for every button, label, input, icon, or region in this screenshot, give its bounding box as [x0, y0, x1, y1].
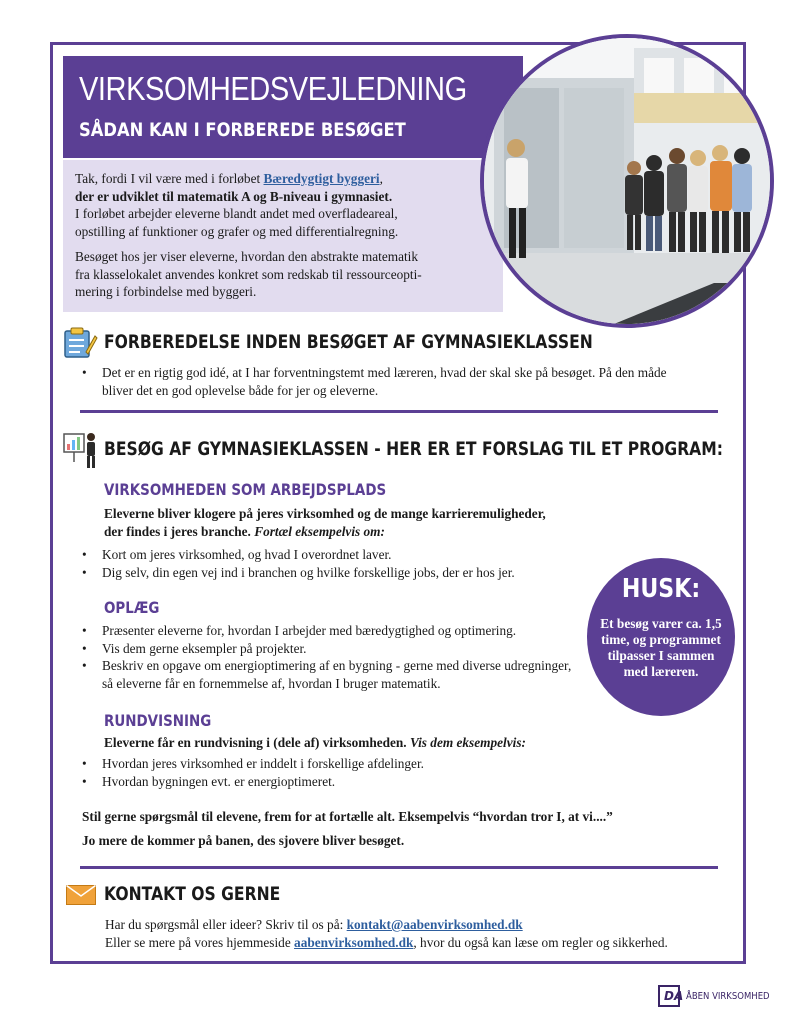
page-subtitle: SÅDAN KAN I FORBEREDE BESØGET — [79, 119, 406, 141]
tour-bullets — [80, 755, 570, 790]
list-item: • Dig selv, din egen vej ind i branchen og hvilke forskellige jobs, der er hos jer. — [80, 564, 570, 582]
envelope-icon — [66, 885, 96, 905]
husk-badge — [587, 558, 735, 716]
talk-bullets — [80, 622, 570, 692]
intro-paragraph-1: Tak, fordi I vil være med i forløbet Bæredygtigt byggeri, der er udviklet til matematik A og B-niveau i gymnasiet. I forløbet arbejder eleverne blandt andet med overfladeareal, opstilling af funktioner og grafer og med differentialregning. — [75, 171, 399, 239]
intro-paragraph-2: Besøget hos jer viser eleverne, hvordan den abstrakte matematik fra klasselokalet anvendes konkret som redskab til ressourceopti- mering i forbindelse med byggeri. — [75, 249, 422, 299]
husk-body: Et besøg varer ca. 1,5 time, og programmet tilpasser I sammen med læreren. — [600, 616, 722, 679]
visit-photo-illustration — [484, 38, 770, 324]
prep-heading: FORBEREDELSE INDEN BESØGET AF GYMNASIEKLASSEN — [104, 331, 593, 353]
title-band — [63, 56, 523, 158]
clipboard-icon — [62, 326, 98, 358]
workplace-lead: Eleverne bliver klogere på jeres virksomhed og de mange karrieremuligheder, der findes i jeres branche. Fortæl eksempelvis om: — [104, 506, 546, 539]
list-item: • Præsenter eleverne for, hvordan I arbejder med bæredygtighed og optimering. — [80, 622, 570, 640]
contact-heading: KONTAKT OS GERNE — [104, 883, 281, 905]
tour-heading: RUNDVISNING — [104, 711, 212, 730]
presenter-icon — [62, 430, 100, 470]
page-title: VIRKSOMHEDSVEJLEDNING — [79, 70, 467, 107]
list-item: • Kort om jeres virksomhed, og hvad I overordnet laver. — [80, 546, 570, 564]
tour-lead: Eleverne får en rundvisning i (dele af) virksomheden. Vis dem eksempelvis: — [104, 735, 526, 750]
talk-heading: OPLÆG — [104, 598, 160, 617]
visit-heading: BESØG AF GYMNASIEKLASSEN - HER ER ET FORSLAG TIL ET PROGRAM: — [104, 438, 723, 460]
closing-line-1: Stil gerne spørgsmål til elevene, frem for at fortælle alt. Eksempelvis “hvordan tror I, at vi....” — [82, 809, 613, 824]
website-link[interactable]: aabenvirksomhed.dk — [294, 935, 414, 950]
workplace-heading: VIRKSOMHEDEN SOM ARBEJDSPLADS — [104, 480, 387, 499]
logo-name: ÅBEN VIRKSOMHED — [686, 991, 770, 1002]
logo-mark: DA — [664, 989, 684, 1003]
closing-line-2: Jo mere de kommer på banen, des sjovere bliver besøget. — [82, 833, 405, 848]
list-item: • Vis dem gerne eksempler på projekter. — [80, 640, 570, 658]
list-item: • Hvordan bygningen evt. er energioptimeret. — [80, 773, 570, 791]
husk-title: HUSK: — [621, 574, 701, 604]
list-item: • Beskriv en opgave om energioptimering af en bygning - gerne med diverse udregninger, så eleverne får en fornemmelse af, hvordan I bruger matematik. — [80, 657, 572, 692]
visit-photo — [480, 34, 774, 328]
list-item: • Det er en rigtig god idé, at I har forventningstemt med læreren, hvad der skal ske på besøget. På den måde bliver det en god oplevelse både for jer og eleverne. — [80, 364, 730, 399]
divider — [80, 410, 718, 413]
workplace-bullets — [80, 546, 570, 581]
contact-text: Har du spørgsmål eller ideer? Skriv til os på: kontakt@aabenvirksomhed.dk Eller se mere på vores hjemmeside aabenvirksomhed.dk, hvor du også kan læse om regler og sikkerhed. — [105, 917, 668, 950]
email-link[interactable]: kontakt@aabenvirksomhed.dk — [346, 917, 523, 932]
prep-bullets — [80, 364, 730, 399]
list-item: • Hvordan jeres virksomhed er inddelt i forskellige afdelinger. — [80, 755, 570, 773]
intro-box — [63, 160, 503, 312]
course-link[interactable]: Bæredygtigt byggeri — [263, 171, 380, 186]
divider — [80, 866, 718, 869]
